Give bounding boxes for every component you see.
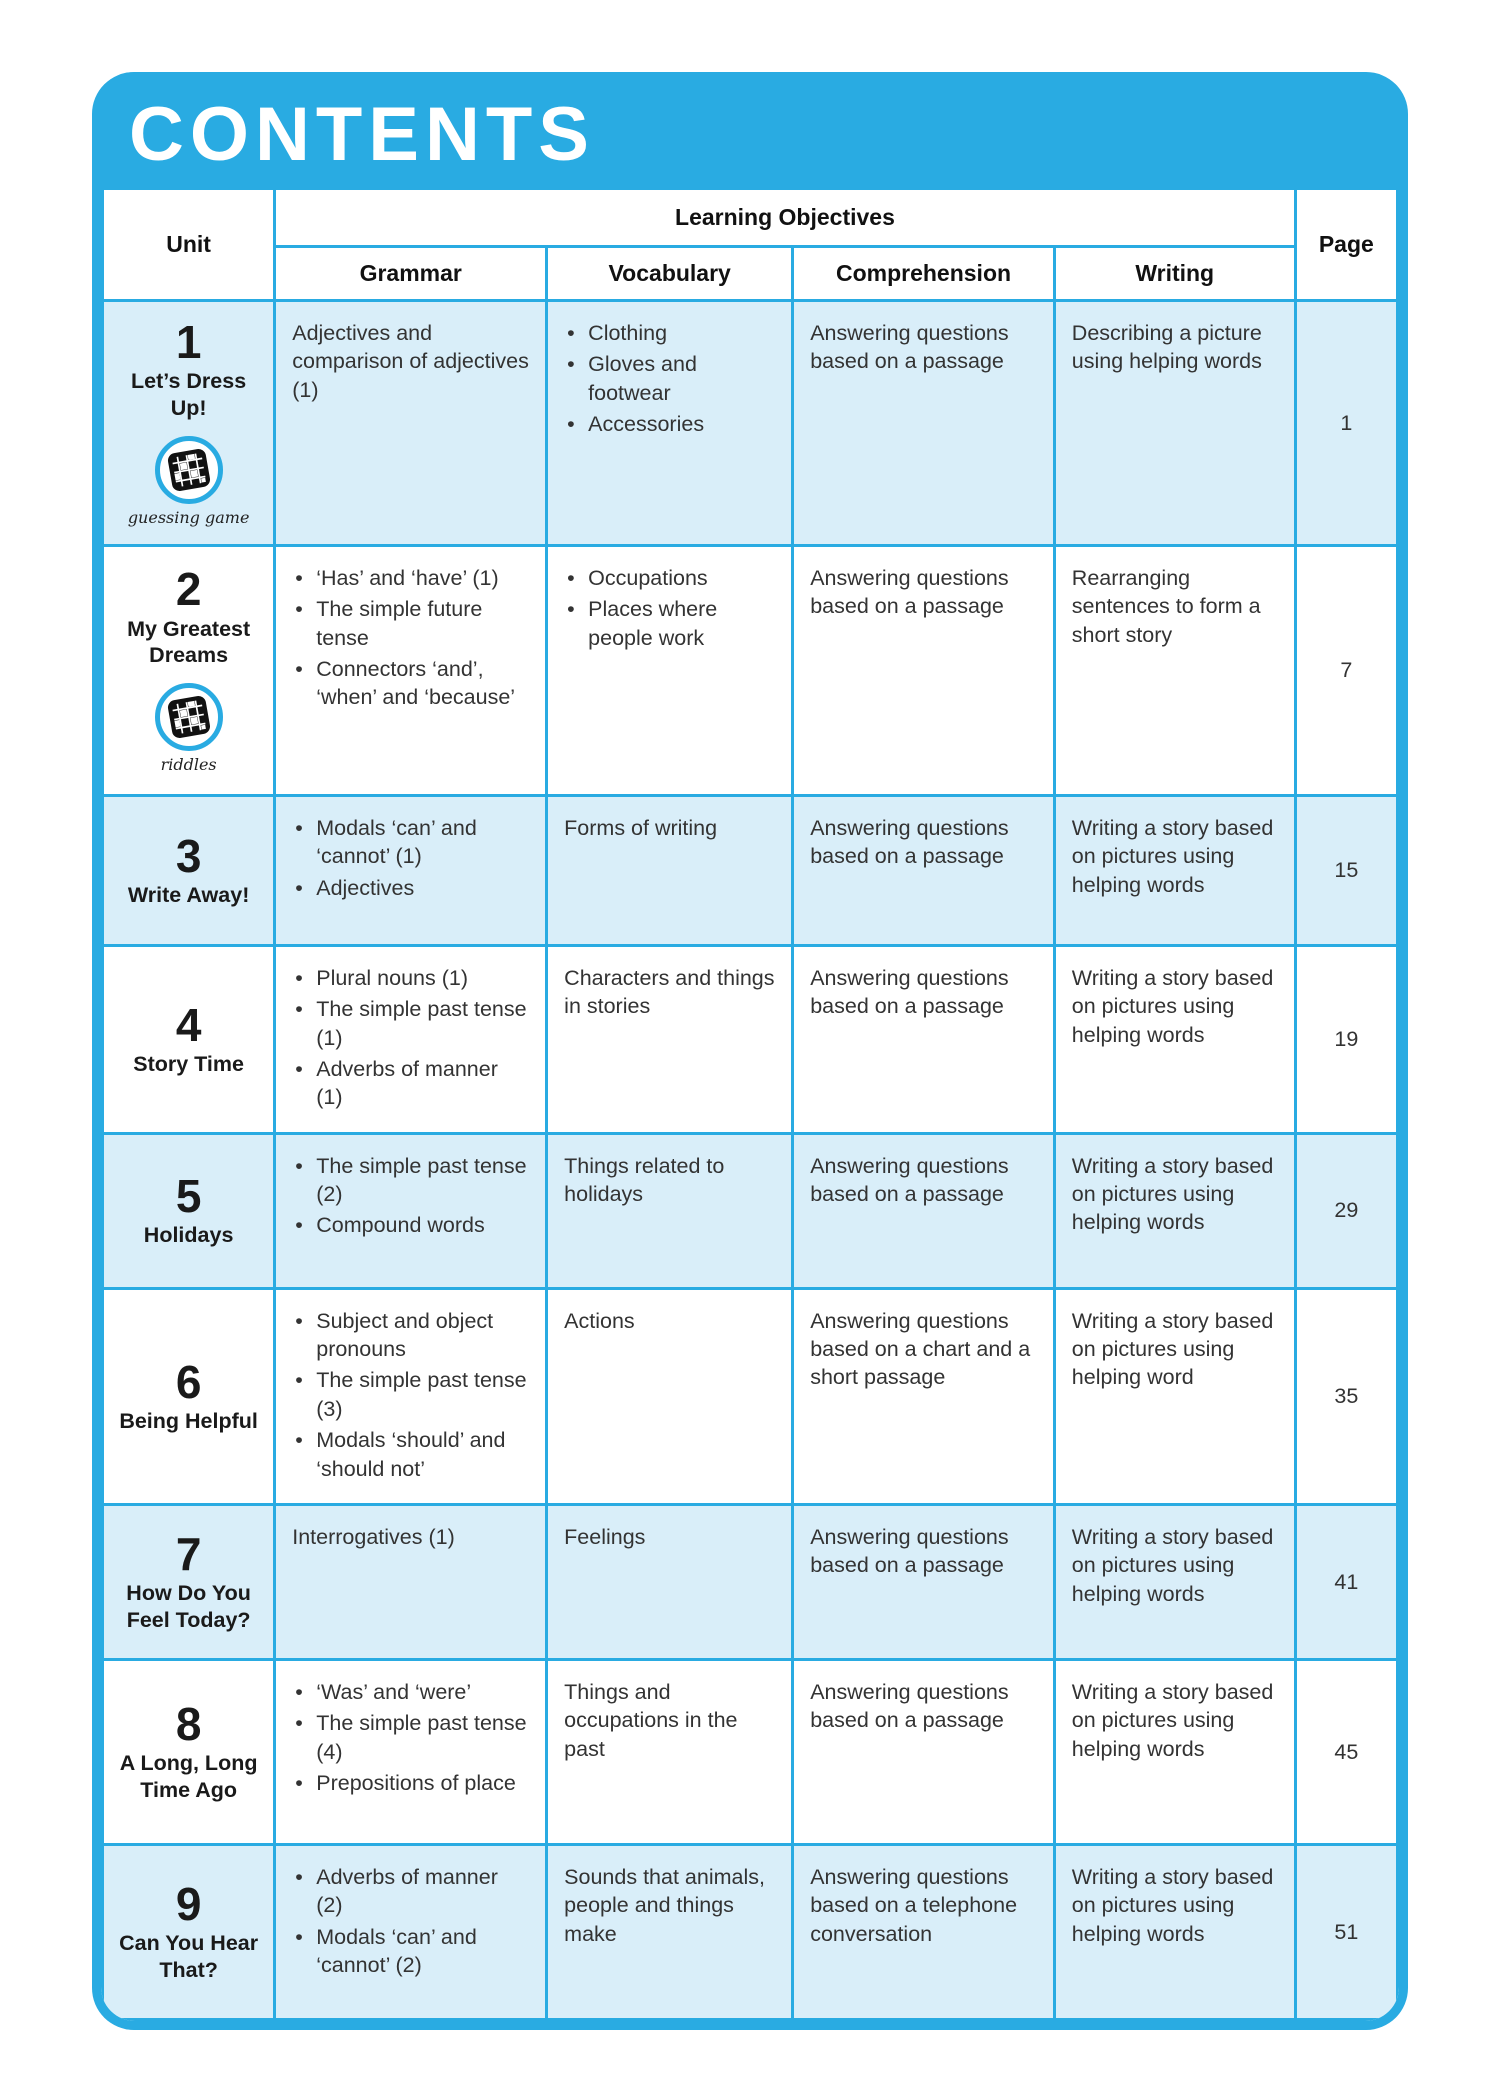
grammar-item: • Modals ‘should’ and ‘should not’ [292, 1426, 529, 1483]
table-row [103, 1844, 1398, 2019]
cell-grammar [275, 545, 547, 795]
vocabulary-text: Sounds that animals, people and things make [564, 1864, 765, 1946]
crossword-puzzle-icon [155, 436, 223, 504]
cell-comprehension [793, 945, 1055, 1133]
grammar-item: • Modals ‘can’ and ‘cannot’ (1) [292, 814, 529, 871]
unit-name: Write Away! [127, 883, 250, 907]
cell-grammar [275, 945, 547, 1133]
cell-grammar [275, 1133, 547, 1288]
cell-page: 15 [1295, 795, 1397, 945]
grammar-item: • Compound words [292, 1211, 529, 1239]
comprehension-text: Answering questions based on a passage [810, 1153, 1009, 1207]
vocabulary-item: • Gloves and footwear [564, 350, 775, 407]
vocabulary-text: Feelings [564, 1524, 646, 1549]
cell-grammar [275, 1844, 547, 2019]
writing-text: Writing a story based on pictures using helping words [1071, 1679, 1274, 1761]
cell-comprehension [793, 795, 1055, 945]
cell-unit [103, 1504, 275, 1659]
cell-comprehension [793, 1504, 1055, 1659]
cell-comprehension [793, 300, 1055, 545]
cell-page: 29 [1295, 1133, 1397, 1288]
unit-icon-label: riddles [160, 755, 217, 775]
cell-writing [1054, 795, 1295, 945]
title-band [101, 81, 1399, 187]
cell-comprehension [793, 545, 1055, 795]
col-header-page: Page [1295, 188, 1397, 300]
grammar-item: • Subject and object pronouns [292, 1307, 529, 1364]
cell-vocabulary [547, 945, 793, 1133]
col-header-learning-objectives: Learning Objectives [275, 188, 1295, 246]
cell-writing [1054, 1659, 1295, 1844]
grammar-item: • Plural nouns (1) [292, 964, 529, 992]
comprehension-text: Answering questions based on a telephone conversation [810, 1864, 1018, 1946]
vocabulary-item: • Accessories [564, 410, 775, 438]
unit-number: 2 [175, 563, 202, 616]
cell-writing [1054, 300, 1295, 545]
table-row [103, 1288, 1398, 1504]
unit-icon-block [114, 436, 263, 528]
vocabulary-item: • Places where people work [564, 595, 775, 652]
comprehension-text: Answering questions based on a passage [810, 1524, 1009, 1578]
cell-unit [103, 300, 275, 545]
grammar-item: • The simple future tense [292, 595, 529, 652]
page-title: CONTENTS [129, 92, 595, 177]
unit-number: 1 [175, 315, 202, 368]
cell-unit [103, 1288, 275, 1504]
unit-icon-label: guessing game [127, 507, 250, 527]
col-header-grammar: Grammar [275, 246, 547, 300]
cell-vocabulary [547, 545, 793, 795]
unit-number: 5 [175, 1170, 202, 1223]
writing-text: Writing a story based on pictures using helping words [1071, 815, 1274, 897]
cell-unit [103, 545, 275, 795]
cell-vocabulary [547, 300, 793, 545]
grammar-list [292, 564, 529, 712]
cell-writing [1054, 1504, 1295, 1659]
grammar-item: • Modals ‘can’ and ‘cannot’ (2) [292, 1923, 529, 1980]
comprehension-text: Answering questions based on a passage [810, 320, 1009, 374]
grammar-item: • Adverbs of manner (2) [292, 1863, 529, 1920]
unit-number: 6 [175, 1355, 202, 1408]
grammar-item: • ‘Has’ and ‘have’ (1) [292, 564, 529, 592]
table-row [103, 300, 1398, 545]
vocabulary-item: • Occupations [564, 564, 775, 592]
cell-grammar [275, 795, 547, 945]
contents-frame [92, 72, 1408, 2030]
unit-name: A Long, Long Time Ago [119, 1751, 258, 1803]
cell-vocabulary [547, 795, 793, 945]
grammar-item: • Connectors ‘and’, ‘when’ and ‘because’ [292, 655, 529, 712]
contents-table-wrap [101, 187, 1399, 2021]
writing-text: Rearranging sentences to form a short story [1071, 565, 1261, 647]
writing-text: Describing a picture using helping words [1071, 320, 1262, 374]
vocabulary-text: Things and occupations in the past [564, 1679, 738, 1761]
writing-text: Writing a story based on pictures using helping words [1071, 1524, 1274, 1606]
cell-comprehension [793, 1133, 1055, 1288]
table-row [103, 945, 1398, 1133]
cell-page: 35 [1295, 1288, 1397, 1504]
crossword-puzzle-icon [155, 683, 223, 751]
cell-writing [1054, 1288, 1295, 1504]
cell-vocabulary [547, 1844, 793, 2019]
table-body [103, 300, 1398, 2019]
unit-name: Story Time [133, 1051, 244, 1076]
grammar-list [292, 1307, 529, 1483]
col-header-vocabulary: Vocabulary [547, 246, 793, 300]
vocabulary-text: Characters and things in stories [564, 965, 775, 1019]
grammar-item: • Prepositions of place [292, 1769, 529, 1797]
grammar-list [292, 1152, 529, 1240]
writing-text: Writing a story based on pictures using helping words [1071, 1153, 1274, 1235]
contents-table [101, 187, 1399, 2021]
cell-unit [103, 945, 275, 1133]
unit-name: My Greatest Dreams [127, 616, 251, 668]
cell-page: 7 [1295, 545, 1397, 795]
unit-name: Let’s Dress Up! [131, 369, 247, 420]
unit-number: 7 [175, 1527, 202, 1580]
vocabulary-text: Forms of writing [564, 815, 718, 840]
cell-writing [1054, 945, 1295, 1133]
cell-grammar [275, 300, 547, 545]
cell-unit [103, 795, 275, 945]
grammar-item: • ‘Was’ and ‘were’ [292, 1678, 529, 1706]
cell-unit [103, 1659, 275, 1844]
grammar-item: • The simple past tense (3) [292, 1366, 529, 1423]
cell-page: 1 [1295, 300, 1397, 545]
cell-page: 51 [1295, 1844, 1397, 2019]
vocabulary-list [564, 319, 775, 439]
grammar-list [292, 964, 529, 1112]
comprehension-text: Answering questions based on a passage [810, 1679, 1009, 1733]
table-row [103, 1659, 1398, 1844]
grammar-item: • The simple past tense (2) [292, 1152, 529, 1209]
unit-name: Being Helpful [119, 1409, 258, 1433]
grammar-text: Interrogatives (1) [292, 1524, 455, 1549]
cell-page: 19 [1295, 945, 1397, 1133]
table-row [103, 545, 1398, 795]
vocabulary-list [564, 564, 775, 652]
col-header-comprehension: Comprehension [793, 246, 1055, 300]
cell-comprehension [793, 1659, 1055, 1844]
writing-text: Writing a story based on pictures using helping words [1071, 1864, 1274, 1946]
table-row [103, 795, 1398, 945]
cell-unit [103, 1844, 275, 2019]
cell-vocabulary [547, 1133, 793, 1288]
col-header-unit: Unit [103, 188, 275, 300]
grammar-item: • The simple past tense (4) [292, 1709, 529, 1766]
grammar-list [292, 814, 529, 902]
table-header [103, 188, 1398, 300]
cell-vocabulary [547, 1288, 793, 1504]
cell-unit [103, 1133, 275, 1288]
comprehension-text: Answering questions based on a chart and a short passage [810, 1308, 1031, 1390]
cell-writing [1054, 1844, 1295, 2019]
cell-grammar [275, 1659, 547, 1844]
grammar-text: Adjectives and comparison of adjectives (1) [292, 320, 529, 402]
cell-page: 45 [1295, 1659, 1397, 1844]
col-header-writing: Writing [1054, 246, 1295, 300]
grammar-item: • Adverbs of manner (1) [292, 1055, 529, 1112]
cell-grammar [275, 1504, 547, 1659]
unit-number: 9 [175, 1877, 202, 1930]
grammar-item: • The simple past tense (1) [292, 995, 529, 1052]
cell-grammar [275, 1288, 547, 1504]
vocabulary-text: Things related to holidays [564, 1153, 725, 1207]
comprehension-text: Answering questions based on a passage [810, 965, 1009, 1019]
grammar-item: • Adjectives [292, 874, 529, 902]
cell-comprehension [793, 1288, 1055, 1504]
unit-number: 8 [175, 1697, 202, 1750]
vocabulary-text: Actions [564, 1308, 635, 1333]
cell-page: 41 [1295, 1504, 1397, 1659]
cell-vocabulary [547, 1659, 793, 1844]
table-row [103, 1133, 1398, 1288]
cell-vocabulary [547, 1504, 793, 1659]
writing-text: Writing a story based on pictures using helping words [1071, 965, 1274, 1047]
cell-writing [1054, 1133, 1295, 1288]
comprehension-text: Answering questions based on a passage [810, 815, 1009, 869]
cell-writing [1054, 545, 1295, 795]
vocabulary-item: • Clothing [564, 319, 775, 347]
unit-icon-block [114, 683, 263, 775]
cell-comprehension [793, 1844, 1055, 2019]
unit-name: Can You Hear That? [119, 1931, 259, 1983]
comprehension-text: Answering questions based on a passage [810, 565, 1009, 619]
unit-number: 3 [175, 829, 202, 882]
grammar-list [292, 1678, 529, 1798]
unit-name: Holidays [143, 1223, 234, 1248]
unit-number: 4 [175, 998, 202, 1051]
grammar-list [292, 1863, 529, 1980]
table-row [103, 1504, 1398, 1659]
writing-text: Writing a story based on pictures using helping word [1071, 1308, 1274, 1390]
unit-name: How Do You Feel Today? [126, 1581, 251, 1633]
